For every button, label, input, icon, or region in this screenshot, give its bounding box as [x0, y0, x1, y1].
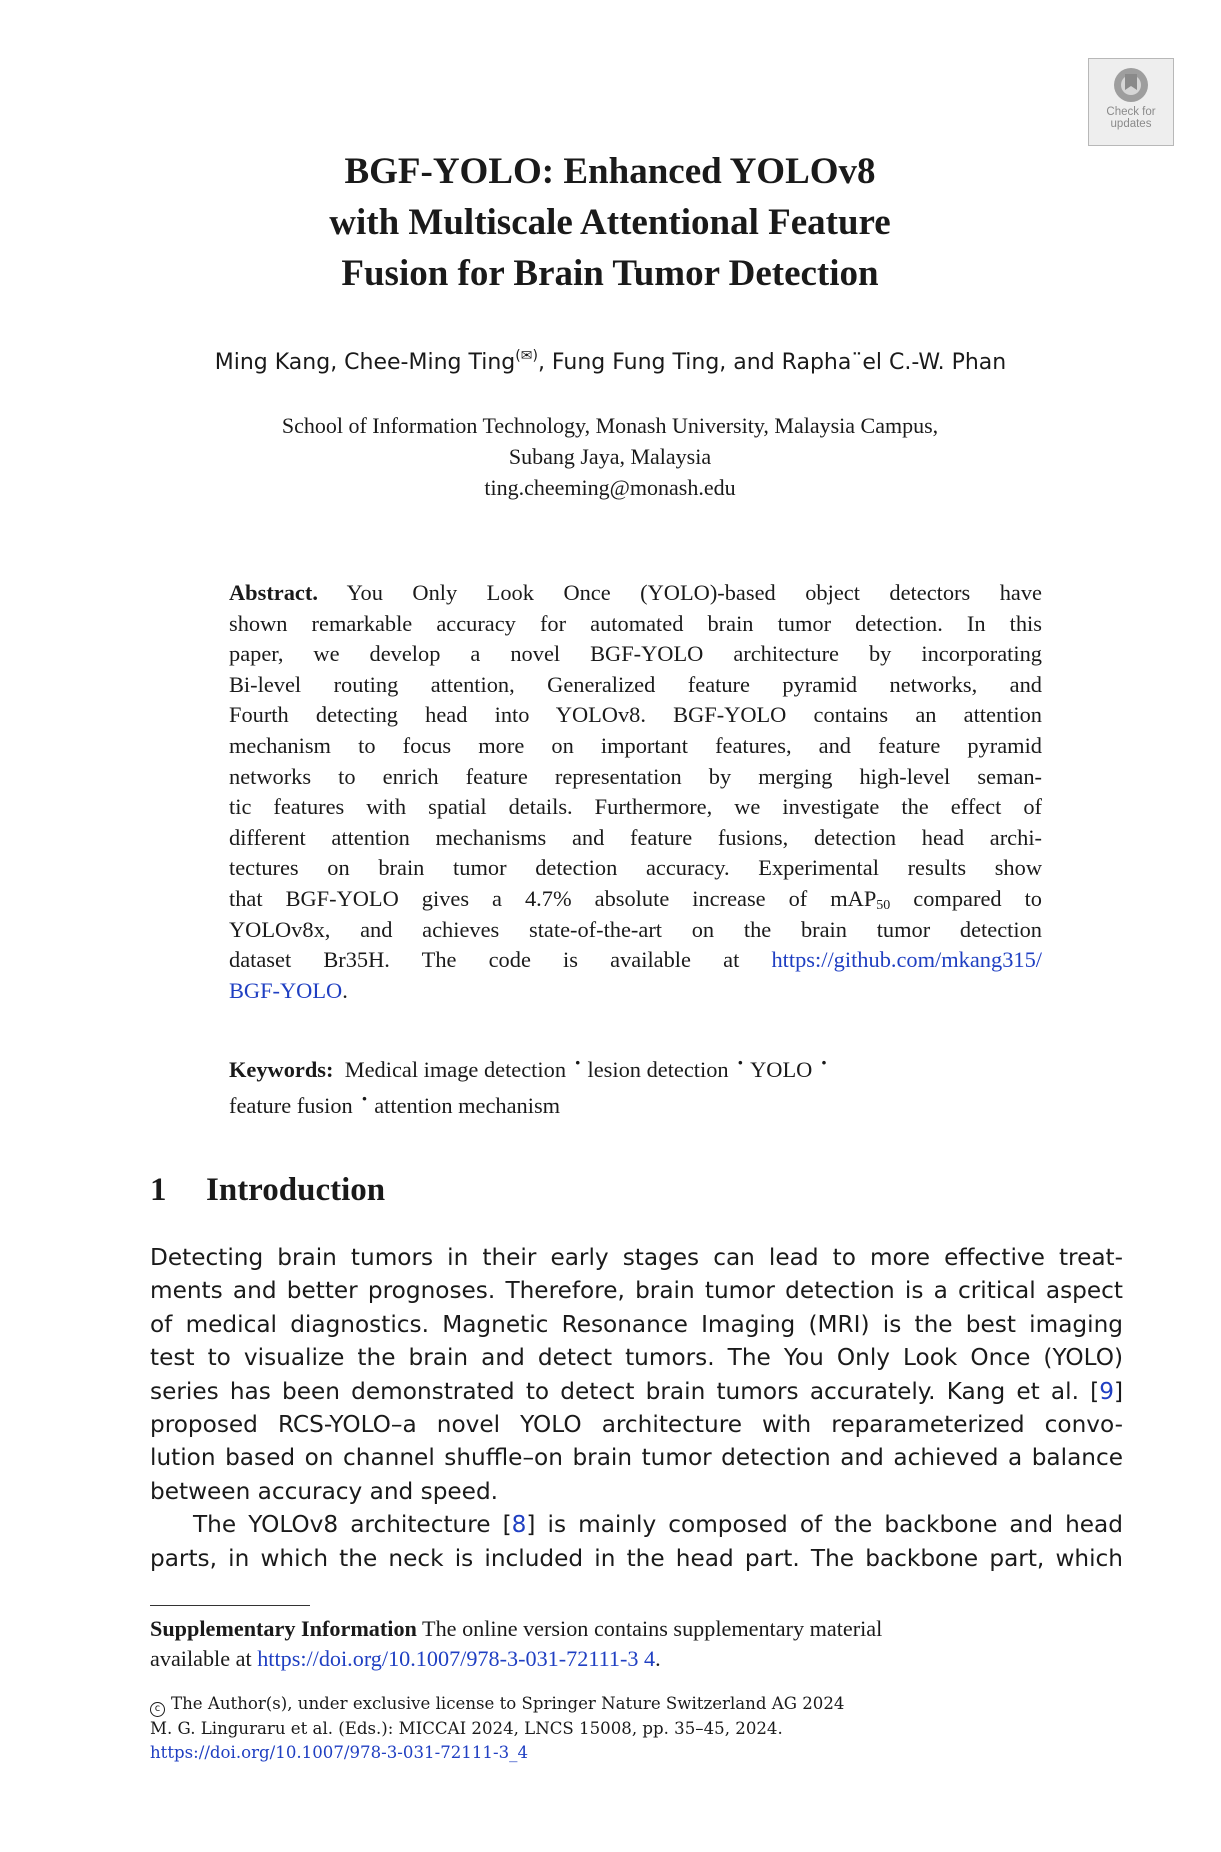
author-email: ting.cheeming@monash.edu — [484, 475, 736, 500]
chapter-doi-link[interactable]: https://doi.org/10.1007/978-3-031-72111-3_4 — [150, 1742, 529, 1762]
badge-label — [1089, 106, 1173, 130]
github-link[interactable]: https://github.com/mkang315/ — [771, 947, 1042, 973]
supplementary-footnote — [150, 1614, 1123, 1674]
paper-title — [150, 146, 1070, 299]
footnote-text: available at — [150, 1646, 258, 1671]
keyword-separator: · — [820, 1050, 828, 1075]
abstract-line — [229, 976, 1042, 1007]
citation-9-link[interactable]: 9 — [1099, 1377, 1114, 1405]
copyright-icon: c — [150, 1702, 165, 1717]
keyword-item: YOLO — [750, 1057, 813, 1082]
abstract-line — [229, 884, 1042, 915]
author-list — [100, 348, 1121, 378]
abstract-line: YOLOv8x, and achieves state-of-the-art on the brain tumor detection — [229, 916, 1042, 942]
keyword-item: attention mechanism — [374, 1093, 561, 1118]
body-line: lution based on channel shuffle–on brain tumor detection and achieved a balance — [150, 1444, 1123, 1472]
body-line: of medical diagnostics. Magnetic Resonance Imaging (MRI) is the best imaging — [150, 1310, 1123, 1338]
abstract — [229, 578, 1042, 1006]
footnote-line-1 — [150, 1614, 1123, 1644]
abstract-text: dataset Br35H. The code is available at — [229, 947, 772, 973]
copyright-line-1 — [150, 1692, 1123, 1717]
abstract-text: compared to — [890, 885, 1042, 911]
abstract-line: networks to enrich feature representation by merging high-level seman- — [229, 763, 1042, 789]
copyright-block — [150, 1692, 1123, 1764]
section-heading — [150, 1170, 385, 1210]
keywords-line-1 — [229, 1052, 1042, 1088]
keyword-separator: · — [360, 1086, 369, 1111]
footnote-text: . — [655, 1646, 661, 1671]
body-line: Detecting brain tumors in their early stages can lead to more effective treat- — [150, 1244, 1123, 1271]
section-number: 1 — [150, 1172, 167, 1208]
body-line: ments and better prognoses. Therefore, brain tumor detection is a critical aspect — [150, 1277, 1123, 1305]
footnote-label: Supplementary Information — [150, 1616, 417, 1641]
body-text: ] — [1113, 1377, 1123, 1405]
title-line-3: Fusion for Brain Tumor Detection — [341, 253, 879, 294]
abstract-line: tic features with spatial details. Furthermore, we investigate the effect of — [229, 794, 1042, 820]
github-link-continued[interactable]: BGF-YOLO — [229, 977, 343, 1003]
section-title: Introduction — [206, 1172, 386, 1208]
abstract-line — [229, 578, 1042, 609]
corresponding-mark: (✉) — [515, 348, 538, 364]
badge-line2: updates — [1110, 118, 1152, 130]
body-text: series has been demonstrated to detect brain tumors accurately. Kang et al. [ — [150, 1377, 1100, 1405]
check-for-updates-badge[interactable] — [1088, 58, 1174, 146]
abstract-line: different attention mechanisms and feature fusions, detection head archi- — [229, 824, 1042, 850]
abstract-line: mechanism to focus more on important features, and feature pyramid — [229, 732, 1042, 758]
footnote-text: The online version contains supplementary material — [416, 1616, 883, 1641]
keywords-line-2 — [229, 1088, 1042, 1124]
abstract-text: . — [342, 977, 348, 1003]
abstract-text: that BGF-YOLO gives a 4.7% absolute increase of mAP — [229, 885, 877, 911]
keyword-item: lesion detection — [587, 1057, 729, 1082]
authors-part2: , Fung Fung Ting, and Rapha¨el C.-W. Phan — [537, 350, 1007, 375]
abstract-line: tectures on brain tumor detection accuracy. Experimental results show — [229, 855, 1042, 881]
body-line — [150, 1508, 1123, 1541]
title-line-1: BGF-YOLO: Enhanced YOLOv8 — [344, 151, 876, 192]
bookmark-icon — [1112, 66, 1150, 104]
body-text: ] is mainly composed of the backbone and head — [526, 1511, 1123, 1539]
abstract-line: Bi-level routing attention, Generalized feature pyramid networks, and — [229, 671, 1042, 697]
affiliation-line-2: Subang Jaya, Malaysia — [508, 444, 712, 469]
keywords-label: Keywords: — [229, 1057, 334, 1082]
keywords — [229, 1052, 1042, 1124]
body-line: between accuracy and speed. — [150, 1477, 499, 1505]
keyword-item: feature fusion — [229, 1093, 353, 1118]
body-line — [150, 1375, 1123, 1408]
keyword-separator: · — [736, 1050, 745, 1075]
map-subscript: 50 — [876, 897, 891, 913]
affiliation-line-1: School of Information Technology, Monash University, Malaysia Campus, — [281, 413, 939, 438]
abstract-line: shown remarkable accuracy for automated brain tumor detection. In this — [229, 610, 1042, 636]
keyword-separator: · — [574, 1050, 582, 1075]
body-text: The YOLOv8 architecture [ — [193, 1511, 512, 1539]
abstract-label: Abstract. — [229, 580, 318, 605]
introduction-body — [150, 1241, 1123, 1575]
footnote-divider — [150, 1605, 310, 1606]
body-line: parts, in which the neck is included in the head part. The backbone part, which — [150, 1544, 1123, 1572]
abstract-text: You Only Look Once (YOLO)-based object detectors have — [346, 580, 1042, 605]
footnote-line-2 — [150, 1644, 1123, 1674]
title-line-2: with Multiscale Attentional Feature — [329, 202, 891, 243]
authors-part1: Ming Kang, Chee-Ming Ting — [214, 350, 516, 375]
badge-line1: Check for — [1106, 106, 1156, 118]
copyright-text: The Author(s), under exclusive license to Springer Nature Switzerland AG 2024 — [171, 1694, 845, 1713]
abstract-line: Fourth detecting head into YOLOv8. BGF-YOLO contains an attention — [229, 702, 1042, 728]
abstract-line — [229, 945, 1042, 976]
keyword-item: Medical image detection — [344, 1057, 567, 1082]
citation-8-link[interactable]: 8 — [511, 1511, 527, 1539]
supplementary-doi-link[interactable]: https://doi.org/10.1007/978-3-031-72111-3 4 — [257, 1646, 656, 1671]
body-line: test to visualize the brain and detect tumors. The You Only Look Once (YOLO) — [150, 1344, 1123, 1372]
copyright-line-2: M. G. Linguraru et al. (Eds.): MICCAI 2024, LNCS 15008, pp. 35–45, 2024. — [150, 1719, 783, 1738]
affiliation — [150, 410, 1070, 503]
body-line: proposed RCS-YOLO–a novel YOLO architecture with reparameterized convo- — [150, 1410, 1123, 1438]
abstract-line: paper, we develop a novel BGF-YOLO architecture by incorporating — [229, 641, 1042, 667]
